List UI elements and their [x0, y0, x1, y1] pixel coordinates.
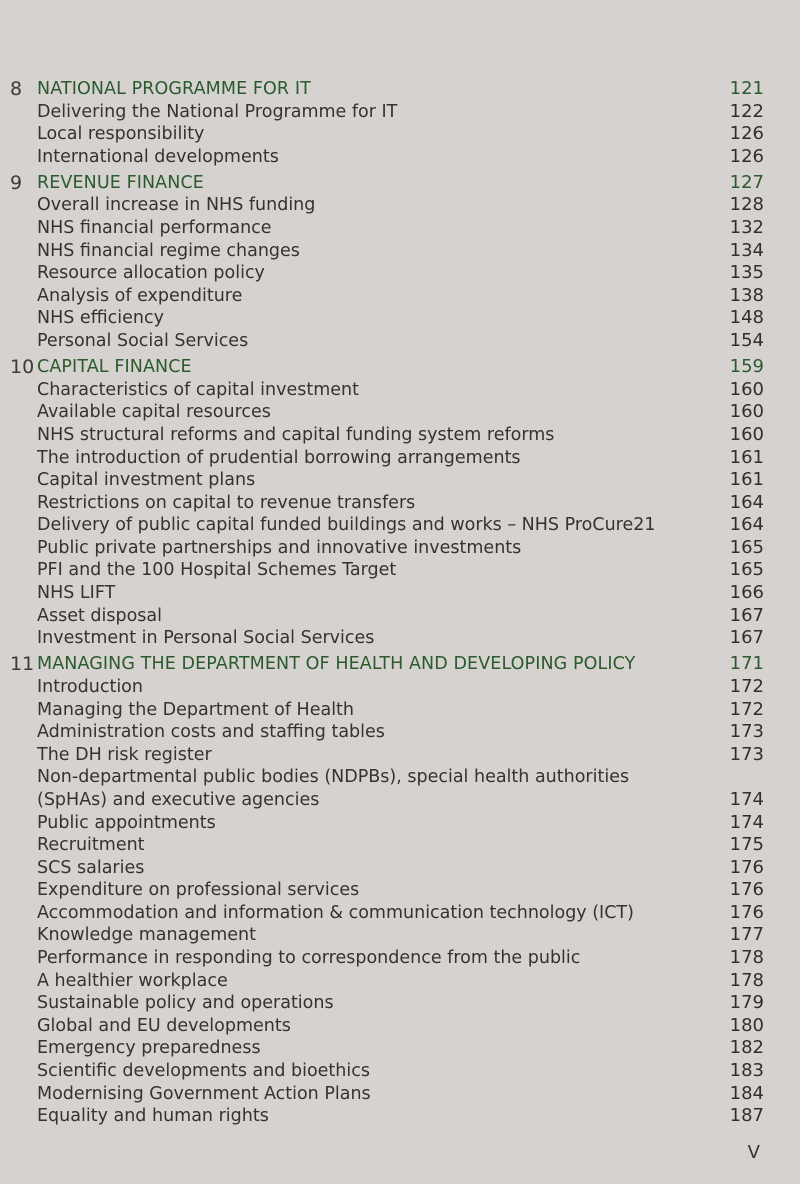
toc-entry-label: Scientific developments and bioethics: [37, 1061, 370, 1082]
toc-entry[interactable]: [0, 582, 800, 605]
toc-entry[interactable]: [0, 924, 800, 947]
toc-entry-page-number: 182: [729, 1037, 764, 1059]
chapter-title: CAPITAL FINANCE: [37, 357, 192, 378]
toc-entry-page-number: 176: [729, 901, 764, 923]
toc-entry[interactable]: [0, 699, 800, 722]
toc-entry-label: SCS salaries: [37, 857, 145, 878]
toc-entry-label: International developments: [37, 146, 279, 167]
toc-entry-page-number: 160: [729, 423, 764, 445]
chapter-number: 9: [10, 171, 23, 194]
chapter-title: MANAGING THE DEPARTMENT OF HEALTH AND DEVELOPING POLICY: [37, 654, 636, 675]
toc-entry-page-number: 164: [729, 514, 764, 536]
page-marker: V: [747, 1142, 760, 1163]
toc-entry[interactable]: [0, 970, 800, 993]
toc-entry-page-number: 134: [729, 239, 764, 261]
toc-entry[interactable]: [0, 1037, 800, 1060]
toc-entry[interactable]: [0, 492, 800, 515]
toc-entry[interactable]: [0, 537, 800, 560]
toc-entry-label: Administration costs and staffing tables: [37, 722, 385, 743]
chapter-title: NATIONAL PROGRAMME FOR IT: [37, 79, 311, 99]
toc-entry[interactable]: [0, 605, 800, 628]
toc-entry-label: Resource allocation policy: [37, 263, 265, 284]
toc-entry[interactable]: [0, 469, 800, 492]
chapter-section: [0, 78, 800, 172]
toc-entry-label: Overall increase in NHS funding: [37, 195, 316, 216]
toc-entry[interactable]: [0, 217, 800, 240]
toc-entry-page-number: 160: [729, 401, 764, 423]
toc-entry-label: Non-departmental public bodies (NDPBs), special health authorities (SpHAs) and executive agencies: [37, 767, 630, 810]
toc-entry-page-number: 172: [729, 698, 764, 720]
toc-entry-label: PFI and the 100 Hospital Schemes Target: [37, 560, 397, 581]
toc-entry[interactable]: [0, 1083, 800, 1106]
toc-entry-page-number: 173: [729, 721, 764, 743]
toc-entry[interactable]: [0, 123, 800, 146]
toc-entry-label: Equality and human rights: [37, 1106, 269, 1127]
toc-entry-page-number: 165: [729, 559, 764, 581]
toc-entry-page-number: 187: [729, 1105, 764, 1127]
toc-entry-label: Sustainable policy and operations: [37, 993, 334, 1014]
toc-entry[interactable]: [0, 307, 800, 330]
toc-entry-page-number: 179: [729, 992, 764, 1014]
chapter-page-number: 121: [729, 78, 764, 99]
toc-entry-label: Delivering the National Programme for IT: [37, 101, 398, 122]
toc-entry-page-number: 135: [729, 262, 764, 284]
toc-entry-page-number: 166: [729, 582, 764, 604]
toc-entry-page-number: 176: [729, 856, 764, 878]
toc-entry[interactable]: [0, 262, 800, 285]
toc-entry-label: Introduction: [37, 676, 143, 697]
toc-entry-page-number: 126: [729, 145, 764, 167]
toc-entry-page-number: 175: [729, 834, 764, 856]
toc-entry-page-number: 160: [729, 378, 764, 400]
toc-entry[interactable]: [0, 902, 800, 925]
chapter-page-number: 127: [729, 171, 764, 193]
toc-entry-page-number: 164: [729, 491, 764, 513]
toc-entry-label: NHS efficiency: [37, 308, 164, 329]
toc-entry-page-number: 132: [729, 217, 764, 239]
toc-entry[interactable]: [0, 559, 800, 582]
toc-entry-label: The DH risk register: [37, 744, 212, 765]
toc-entry[interactable]: [0, 285, 800, 308]
toc-entry-page-number: 126: [729, 123, 764, 145]
toc-entry[interactable]: [0, 240, 800, 263]
toc-entry-label: Accommodation and information & communication technology (ICT): [37, 902, 634, 923]
toc-entry[interactable]: [0, 424, 800, 447]
toc-entry-label: NHS structural reforms and capital funding system reforms: [37, 424, 555, 445]
toc-entry-label: Delivery of public capital funded buildings and works – NHS ProCure21: [37, 515, 656, 536]
toc-entry-label: Personal Social Services: [37, 331, 249, 352]
toc-entry-label: Emergency preparedness: [37, 1038, 261, 1059]
toc-entry-page-number: 178: [729, 947, 764, 969]
toc-entry-page-number: 177: [729, 924, 764, 946]
toc-entry-label: Managing the Department of Health: [37, 699, 355, 720]
toc-entry[interactable]: [0, 1105, 800, 1128]
toc-entry-label: Available capital resources: [37, 402, 271, 423]
toc-entry[interactable]: [0, 1015, 800, 1038]
toc-entry-label: Characteristics of capital investment: [37, 379, 359, 400]
toc-entry-page-number: 176: [729, 879, 764, 901]
toc-entry-label: Recruitment: [37, 835, 145, 856]
toc-entry-page-number: 167: [729, 604, 764, 626]
toc-entry-page-number: 161: [729, 446, 764, 468]
chapter-heading-row[interactable]: [0, 78, 800, 101]
toc-entry[interactable]: [0, 194, 800, 217]
toc-entry-page-number: 148: [729, 307, 764, 329]
toc-entry[interactable]: [0, 766, 800, 811]
toc-entry-page-number: 128: [729, 194, 764, 216]
toc-entry-page-number: 174: [729, 811, 764, 833]
toc-entry-label: Public private partnerships and innovative investments: [37, 537, 522, 558]
toc-entry-label: Knowledge management: [37, 925, 256, 946]
toc-entry[interactable]: [0, 1060, 800, 1083]
toc-entry-label: Modernising Government Action Plans: [37, 1083, 371, 1104]
toc-entry[interactable]: [0, 992, 800, 1015]
toc-entry[interactable]: [0, 627, 800, 650]
chapter-heading-row[interactable]: [0, 172, 800, 195]
toc-entry[interactable]: [0, 812, 800, 835]
toc-entry-label: Investment in Personal Social Services: [37, 628, 375, 649]
chapter-number: 8: [10, 78, 23, 100]
toc-entry[interactable]: [0, 146, 800, 169]
toc-entry[interactable]: [0, 947, 800, 970]
chapter-heading-row[interactable]: [0, 356, 800, 379]
toc-entry-label: Analysis of expenditure: [37, 285, 243, 306]
chapter-number: 10: [10, 356, 35, 379]
toc-entry-label: The introduction of prudential borrowing arrangements: [37, 447, 521, 468]
toc-entry-label: Expenditure on professional services: [37, 880, 360, 901]
toc-entry[interactable]: [0, 101, 800, 124]
chapter-number: 11: [10, 653, 35, 676]
chapter-heading-row[interactable]: [0, 653, 800, 676]
toc-entry-label: Public appointments: [37, 812, 216, 833]
toc-entry-page-number: 122: [729, 100, 764, 122]
toc-entry[interactable]: [0, 834, 800, 857]
toc-entry-page-number: 178: [729, 969, 764, 991]
toc-entry[interactable]: [0, 447, 800, 470]
toc-entry[interactable]: [0, 857, 800, 880]
toc-entry-label: Local responsibility: [37, 124, 205, 145]
toc-entry-page-number: 180: [729, 1014, 764, 1036]
toc-entry[interactable]: [0, 721, 800, 744]
toc-entry-page-number: 165: [729, 536, 764, 558]
toc-entry[interactable]: [0, 401, 800, 424]
chapter-section: [0, 356, 800, 653]
toc-entry-page-number: 183: [729, 1060, 764, 1082]
toc-entry-label: NHS LIFT: [37, 583, 116, 604]
chapter-section: [0, 172, 800, 356]
toc-entry-page-number: 174: [729, 788, 764, 810]
toc-entry-page-number: 167: [729, 627, 764, 649]
toc-entry-label: Capital investment plans: [37, 470, 256, 491]
chapter-title: REVENUE FINANCE: [37, 172, 204, 193]
toc-entry[interactable]: [0, 744, 800, 767]
toc-entry[interactable]: [0, 379, 800, 402]
toc-entry-label: Restrictions on capital to revenue transfers: [37, 492, 416, 513]
toc-entry[interactable]: [0, 330, 800, 353]
toc-entry-label: NHS financial regime changes: [37, 240, 300, 261]
toc-entry-page-number: 184: [729, 1082, 764, 1104]
toc-entry-page-number: 154: [729, 330, 764, 352]
chapter-page-number: 159: [729, 356, 764, 378]
chapter-section: [0, 653, 800, 1131]
toc-entry[interactable]: [0, 676, 800, 699]
toc-entry-label: Performance in responding to correspondence from the public: [37, 948, 581, 969]
toc-entry-page-number: 172: [729, 675, 764, 697]
toc-entry-label: Asset disposal: [37, 605, 163, 626]
toc-entry[interactable]: [0, 879, 800, 902]
toc-entry[interactable]: [0, 514, 800, 537]
toc-entry-page-number: 161: [729, 469, 764, 491]
toc-entry-label: A healthier workplace: [37, 970, 228, 991]
toc-entry-page-number: 138: [729, 284, 764, 306]
toc-entry-label: Global and EU developments: [37, 1015, 291, 1036]
toc-entry-page-number: 173: [729, 743, 764, 765]
toc-entry-label: NHS financial performance: [37, 218, 272, 239]
table-of-contents: [0, 78, 800, 1131]
chapter-page-number: 171: [729, 653, 764, 675]
